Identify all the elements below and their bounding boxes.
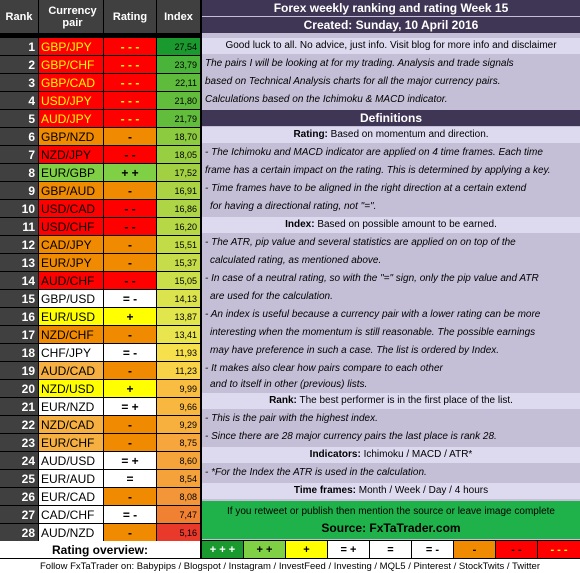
index-text-6: interesting when the momentum is still reasonable. The possible earnings [210, 327, 536, 338]
rating-cell: = - [104, 344, 156, 361]
rating-cell: + [104, 308, 156, 325]
index-text-4: are used for the calculation. [210, 291, 333, 302]
pair-cell: CHF/JPY [39, 344, 103, 361]
rating-text-3: - Time frames have to be aligned in the right direction at a certain extend [205, 183, 527, 194]
info-panel [202, 0, 580, 540]
index-text-7: may have preference in such a case. The list is ordered by Index. [210, 345, 500, 356]
rank-cell: 21 [0, 398, 38, 415]
source-link[interactable]: Source: FxTaTrader.com [321, 521, 461, 535]
rating-cell: - [104, 524, 156, 541]
index-text-1: - The ATR, pip value and several statistics are applied on on top of the [205, 237, 516, 248]
rank-cell: 3 [0, 74, 38, 91]
rank-cell: 13 [0, 254, 38, 271]
legend-swatch: - - [496, 541, 537, 558]
pair-cell: USD/CHF [39, 218, 103, 235]
table-row [0, 38, 200, 55]
index-cell: 9,99 [157, 380, 200, 397]
index-cell: 11,23 [157, 362, 200, 379]
table-row [0, 110, 200, 127]
rank-cell: 10 [0, 200, 38, 217]
rank-cell: 1 [0, 38, 38, 55]
table-row [0, 92, 200, 109]
pair-cell: AUD/NZD [39, 524, 103, 541]
pair-cell: EUR/GBP [39, 164, 103, 181]
rank-cell: 7 [0, 146, 38, 163]
table-row [0, 326, 200, 343]
timeframes-definition: Time frames: Month / Week / Day / 4 hours [202, 483, 580, 499]
indicators-definition: Indicators: Ichimoku / MACD / ATR* [202, 447, 580, 463]
table-row [0, 254, 200, 271]
header-rank: Rank [0, 0, 38, 33]
rank-text-1: - This is the pair with the highest index. [205, 413, 378, 424]
table-row [0, 362, 200, 379]
rating-text-1: - The Ichimoku and MACD indicator are applied on 4 time frames. Each time [205, 147, 543, 158]
rank-cell: 24 [0, 452, 38, 469]
pair-cell: CAD/CHF [39, 506, 103, 523]
table-row [0, 74, 200, 91]
rank-definition: Rank: The best performer is in the first place of the list. [202, 393, 580, 409]
rating-cell: - [104, 182, 156, 199]
table-row [0, 56, 200, 73]
pair-cell: NZD/CHF [39, 326, 103, 343]
rating-cell: + [104, 380, 156, 397]
pair-cell: EUR/JPY [39, 254, 103, 271]
index-cell: 8,75 [157, 434, 200, 451]
pair-cell: NZD/JPY [39, 146, 103, 163]
index-cell: 8,54 [157, 470, 200, 487]
pair-cell: AUD/CHF [39, 272, 103, 289]
rank-cell: 25 [0, 470, 38, 487]
index-cell: 21,80 [157, 92, 200, 109]
rank-cell: 2 [0, 56, 38, 73]
rating-cell: - - - [104, 74, 156, 91]
follow-links[interactable]: Follow FxTaTrader on: Babypips / Blogspot / Instagram / InvestFeed / Investing / MQL5 / Pinterest / StockTwits / Twitter [0, 559, 580, 573]
index-cell: 18,05 [157, 146, 200, 163]
rating-text-2: frame has a certain impact on the rating. This is determined by applying a key. [205, 165, 551, 176]
legend-swatch: - [454, 541, 495, 558]
table-row [0, 236, 200, 253]
rating-cell: - [104, 236, 156, 253]
rank-cell: 19 [0, 362, 38, 379]
share-notice: If you retweet or publish then mention the source or leave image complete [227, 506, 555, 517]
rating-cell: - - - [104, 56, 156, 73]
table-row [0, 470, 200, 487]
index-cell: 16,91 [157, 182, 200, 199]
pair-cell: EUR/CHF [39, 434, 103, 451]
rating-cell: - - [104, 200, 156, 217]
table-row [0, 218, 200, 235]
index-text-2: calculated rating, as mentioned above. [210, 255, 382, 266]
header-currency-pair: Currency pair [39, 0, 103, 33]
rank-cell: 9 [0, 182, 38, 199]
legend-swatch: = [370, 541, 411, 558]
table-row [0, 398, 200, 415]
rank-cell: 17 [0, 326, 38, 343]
index-cell: 15,37 [157, 254, 200, 271]
table-row [0, 272, 200, 289]
pair-cell: EUR/USD [39, 308, 103, 325]
index-cell: 16,20 [157, 218, 200, 235]
rating-cell: - [104, 326, 156, 343]
index-cell: 11,93 [157, 344, 200, 361]
pair-cell: GBP/CHF [39, 56, 103, 73]
index-cell: 14,13 [157, 290, 200, 307]
index-cell: 13,87 [157, 308, 200, 325]
table-row [0, 380, 200, 397]
rank-cell: 27 [0, 506, 38, 523]
disclaimer-line: Good luck to all. No advice, just info. Visit blog for more info and disclaimer [202, 38, 580, 54]
rating-cell: = + [104, 452, 156, 469]
rating-overview-label: Rating overview: [0, 541, 200, 558]
index-cell: 9,29 [157, 416, 200, 433]
rank-cell: 8 [0, 164, 38, 181]
index-cell: 22,11 [157, 74, 200, 91]
pair-cell: EUR/CAD [39, 488, 103, 505]
indicators-text-1: - *For the Index the ATR is used in the calculation. [205, 467, 427, 478]
table-row [0, 416, 200, 433]
definitions-heading: Definitions [202, 110, 580, 126]
pair-cell: EUR/NZD [39, 398, 103, 415]
legend-swatch: - - - [538, 541, 580, 558]
rating-cell: - [104, 416, 156, 433]
rating-cell: = [104, 470, 156, 487]
index-cell: 13,41 [157, 326, 200, 343]
rank-cell: 23 [0, 434, 38, 451]
intro-line-2: based on Technical Analysis charts for all the major currency pairs. [205, 76, 501, 87]
table-row [0, 164, 200, 181]
index-text-8: - It makes also clear how pairs compare to each other [205, 363, 443, 374]
table-row [0, 524, 200, 541]
table-row [0, 452, 200, 469]
pair-cell: CAD/JPY [39, 236, 103, 253]
index-cell: 15,05 [157, 272, 200, 289]
rating-text-4: for having a directional rating, not "=". [210, 201, 377, 212]
pair-cell: AUD/CAD [39, 362, 103, 379]
table-row [0, 182, 200, 199]
header-rating: Rating [104, 0, 156, 33]
rating-definition: Rating: Based on momentum and direction. [202, 127, 580, 143]
pair-cell: AUD/JPY [39, 110, 103, 127]
rating-cell: = + [104, 398, 156, 415]
index-cell: 8,08 [157, 488, 200, 505]
table-row [0, 200, 200, 217]
rank-cell: 20 [0, 380, 38, 397]
pair-cell: GBP/NZD [39, 128, 103, 145]
source-box [202, 501, 580, 539]
index-text-9: and to itself in other (previous) lists. [210, 379, 368, 390]
rank-cell: 5 [0, 110, 38, 127]
table-row [0, 434, 200, 451]
rank-cell: 14 [0, 272, 38, 289]
rank-text-2: - Since there are 28 major currency pairs the last place is rank 28. [205, 431, 497, 442]
index-cell: 23,79 [157, 56, 200, 73]
pair-cell: GBP/CAD [39, 74, 103, 91]
rating-cell: - [104, 434, 156, 451]
intro-line-1: The pairs I will be looking at for my trading. Analysis and trade signals [205, 58, 514, 69]
created-date: Created: Sunday, 10 April 2016 [202, 17, 580, 33]
index-text-5: - An index is useful because a currency pair with a lower rating can be more [205, 309, 541, 320]
pair-cell: EUR/AUD [39, 470, 103, 487]
page-title: Forex weekly ranking and rating Week 15 [202, 0, 580, 16]
index-cell: 8,60 [157, 452, 200, 469]
rating-cell: - - - [104, 38, 156, 55]
rank-cell: 4 [0, 92, 38, 109]
table-row [0, 344, 200, 361]
rank-cell: 26 [0, 488, 38, 505]
rank-cell: 6 [0, 128, 38, 145]
rating-cell: - - [104, 146, 156, 163]
table-row [0, 308, 200, 325]
rank-cell: 18 [0, 344, 38, 361]
pair-cell: GBP/USD [39, 290, 103, 307]
rating-cell: - - - [104, 92, 156, 109]
rating-cell: - - - [104, 110, 156, 127]
index-cell: 21,79 [157, 110, 200, 127]
legend-swatch: = + [328, 541, 369, 558]
legend-swatch: + + [244, 541, 285, 558]
table-row [0, 290, 200, 307]
rating-cell: - [104, 488, 156, 505]
rank-cell: 11 [0, 218, 38, 235]
pair-cell: USD/CAD [39, 200, 103, 217]
pair-cell: GBP/AUD [39, 182, 103, 199]
pair-cell: AUD/USD [39, 452, 103, 469]
index-cell: 5,16 [157, 524, 200, 541]
rank-cell: 15 [0, 290, 38, 307]
rank-cell: 12 [0, 236, 38, 253]
pair-cell: GBP/JPY [39, 38, 103, 55]
rating-cell: = - [104, 506, 156, 523]
legend-swatch: + [286, 541, 327, 558]
rating-cell: - - [104, 272, 156, 289]
rating-cell: - [104, 254, 156, 271]
pair-cell: NZD/USD [39, 380, 103, 397]
rank-cell: 28 [0, 524, 38, 541]
header-index: Index [157, 0, 200, 33]
table-row [0, 128, 200, 145]
rating-cell: - - [104, 218, 156, 235]
index-cell: 18,70 [157, 128, 200, 145]
index-definition: Index: Based on possible amount to be earned. [202, 217, 580, 233]
pair-cell: USD/JPY [39, 92, 103, 109]
index-cell: 16,86 [157, 200, 200, 217]
index-cell: 17,52 [157, 164, 200, 181]
intro-line-3: Calculations based on the Ichimoku & MACD indicator. [205, 94, 448, 105]
legend-swatch: + + + [202, 541, 243, 558]
rank-cell: 16 [0, 308, 38, 325]
index-cell: 7,47 [157, 506, 200, 523]
index-text-3: - In case of a neutral rating, so with the "=" sign, only the pip value and ATR [205, 273, 539, 284]
rating-cell: + + [104, 164, 156, 181]
index-cell: 27,54 [157, 38, 200, 55]
table-row [0, 488, 200, 505]
index-cell: 15,51 [157, 236, 200, 253]
legend-swatch: = - [412, 541, 453, 558]
rating-cell: - [104, 128, 156, 145]
index-cell: 9,66 [157, 398, 200, 415]
rank-cell: 22 [0, 416, 38, 433]
rating-cell: - [104, 362, 156, 379]
rating-cell: = - [104, 290, 156, 307]
table-row [0, 146, 200, 163]
pair-cell: NZD/CAD [39, 416, 103, 433]
table-row [0, 506, 200, 523]
